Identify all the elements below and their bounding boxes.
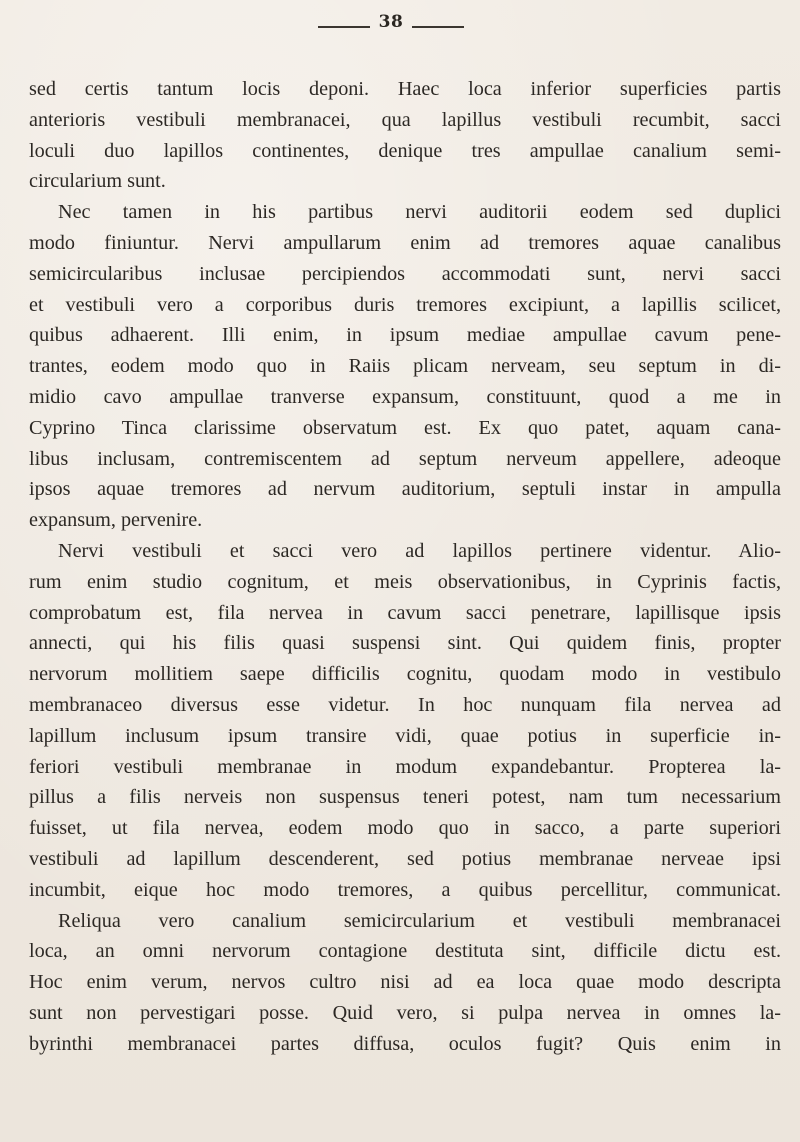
text-line: comprobatum est, fila nervea in cavum sacci penetrare, lapillisque ipsis xyxy=(29,601,781,624)
text-line: rum enim studio cognitum, et meis observationibus, in Cyprinis factis, xyxy=(29,570,781,593)
text-line: sed certis tantum locis deponi. Haec loca inferior superficies partis xyxy=(29,78,781,100)
body-text xyxy=(29,74,781,1060)
text-line: annecti, qui his filis quasi suspensi sint. Qui quidem finis, propter xyxy=(29,632,781,655)
text-line: pillus a filis nerveis non suspensus teneri potest, nam tum necessarium xyxy=(29,786,781,809)
text-line: membranaceo diversus esse videtur. In hoc nunquam fila nervea ad xyxy=(29,693,781,716)
text-line: modo finiuntur. Nervi ampullarum enim ad tremores aquae canalibus xyxy=(29,231,781,254)
text-line: et vestibuli vero a corporibus duris tremores excipiunt, a lapillis scilicet, xyxy=(29,293,781,316)
text-line: Cyprino Tinca clarissime observatum est. Ex quo patet, aquam cana- xyxy=(29,416,781,439)
text-line: nervorum mollitiem saepe difficilis cognitu, quodam modo in vestibulo xyxy=(29,663,781,686)
header-rule-left xyxy=(318,26,370,28)
text-line: byrinthi membranacei partes diffusa, oculos fugit? Quis enim in xyxy=(29,1032,781,1055)
text-line: sunt non pervestigari posse. Quid vero, si pulpa nervea in omnes la- xyxy=(29,1001,781,1024)
text-line: anterioris vestibuli membranacei, qua lapillus vestibuli recumbit, sacci xyxy=(29,108,781,131)
text-line: midio cavo ampullae tranverse expansum, constituunt, quod a me in xyxy=(29,385,781,408)
text-line: Nervi vestibuli et sacci vero ad lapillos pertinere videntur. Alio- xyxy=(58,539,781,562)
text-line: libus inclusam, contremiscentem ad septum nerveum appellere, adeoque xyxy=(29,447,781,470)
text-line: quibus adhaerent. Illi enim, in ipsum mediae ampullae cavum pene- xyxy=(29,324,781,347)
text-line: loculi duo lapillos continentes, denique tres ampullae canalium semi- xyxy=(29,139,781,162)
text-line: trantes, eodem modo quo in Raiis plicam nerveam, seu septum in di- xyxy=(29,355,781,378)
text-line: feriori vestibuli membranae in modum expandebantur. Propterea la- xyxy=(29,755,781,778)
text-line: loca, an omni nervorum contagione destituta sint, difficile dictu est. xyxy=(29,940,781,963)
text-line: ipsos aquae tremores ad nervum auditorium, septuli instar in ampulla xyxy=(29,478,781,501)
page-header xyxy=(0,8,800,38)
text-line: lapillum inclusum ipsum transire vidi, quae potius in superficie in- xyxy=(29,724,781,747)
page-number: 38 xyxy=(378,12,404,32)
text-line: fuisset, ut fila nervea, eodem modo quo in sacco, a parte superiori xyxy=(29,817,781,840)
text-line: Hoc enim verum, nervos cultro nisi ad ea loca quae modo descripta xyxy=(29,971,781,994)
text-line: semicircularibus inclusae percipiendos accommodati sunt, nervi sacci xyxy=(29,262,781,285)
text-line: vestibuli ad lapillum descenderent, sed potius membranae nerveae ipsi xyxy=(29,847,781,870)
text-line: Nec tamen in his partibus nervi auditorii eodem sed duplici xyxy=(58,201,781,224)
text-line: Reliqua vero canalium semicircularium et vestibuli membranacei xyxy=(58,909,781,932)
text-line: expansum, pervenire. xyxy=(29,509,203,532)
header-rule-right xyxy=(412,26,464,28)
text-line: circularium sunt. xyxy=(29,170,166,193)
text-line: incumbit, eique hoc modo tremores, a quibus percellitur, communicat. xyxy=(29,878,781,901)
